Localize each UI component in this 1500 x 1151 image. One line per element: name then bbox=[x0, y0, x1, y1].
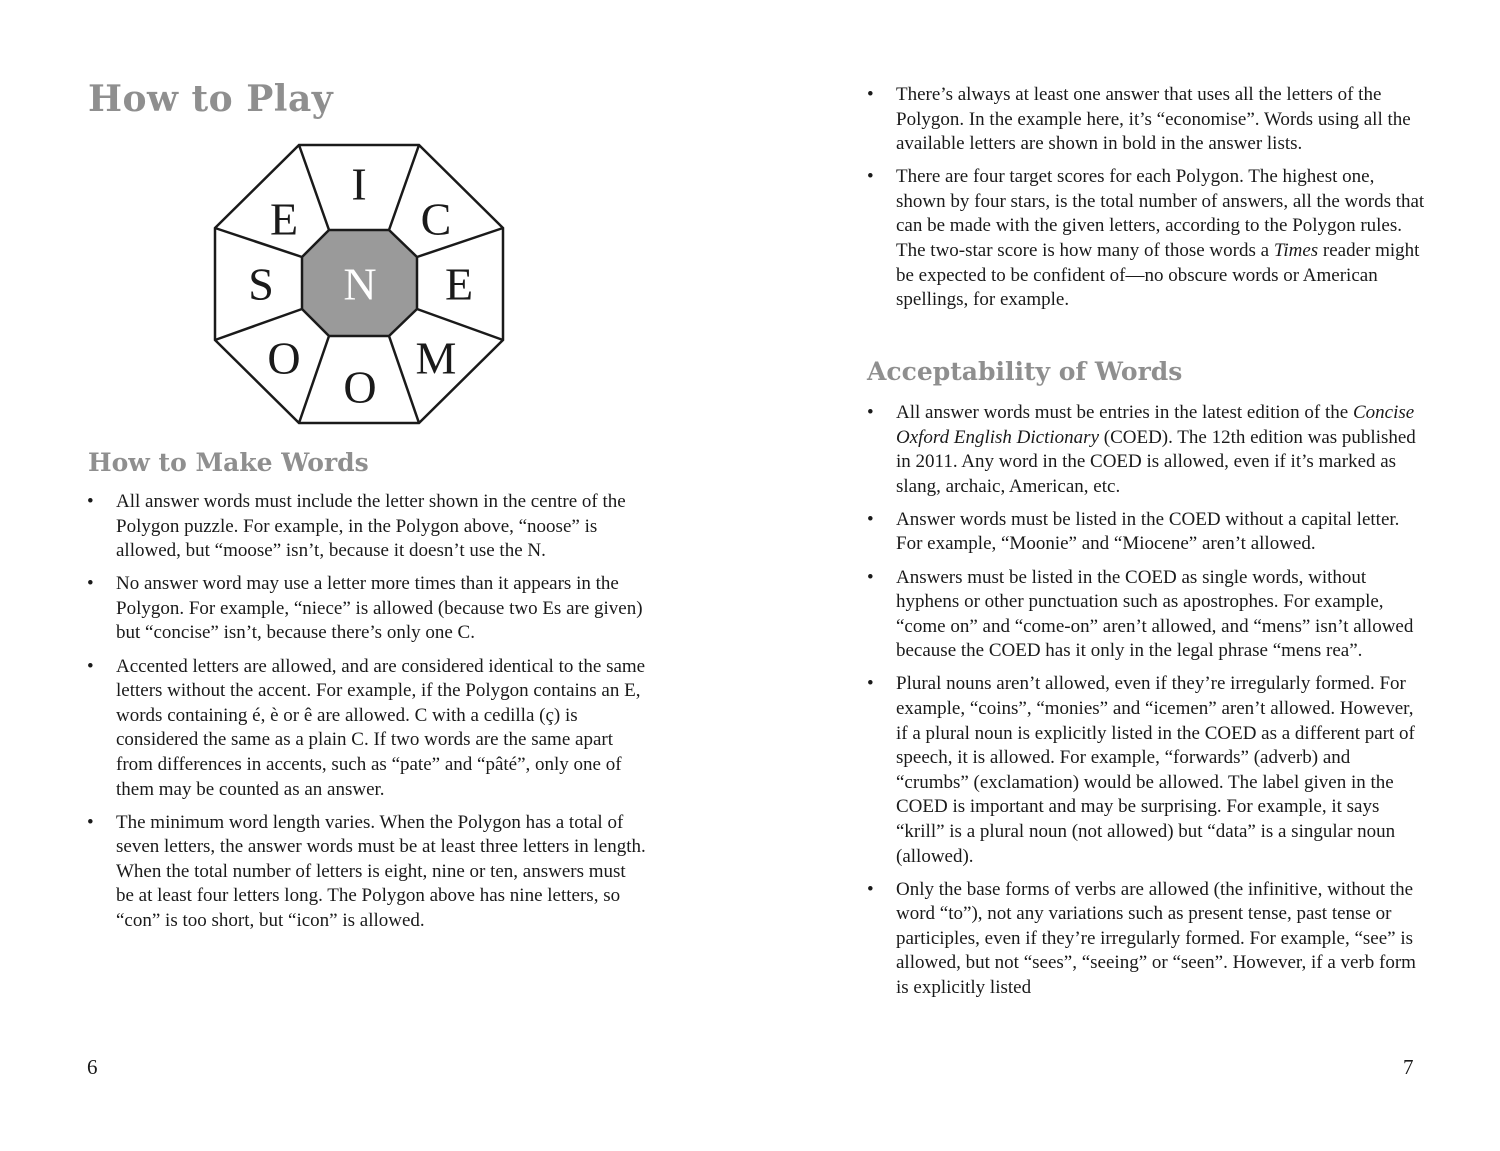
polygon-letter: O bbox=[267, 332, 301, 384]
polygon-letter: M bbox=[415, 332, 457, 384]
text-run: There are four target scores for each Polygon. The highest one, shown by four stars, is the total number of answers, all the words that can be made with the given letters, according to the Polygon rules. The two-star score is how many of those words a bbox=[896, 166, 1425, 262]
right-page bbox=[750, 0, 1500, 1151]
list-item: • All answer words must include the letter shown in the centre of the Polygon puzzle. For example, in the Polygon above, “noose” is allowed, but “moose” isn’t, because it doesn’t use the N. bbox=[87, 490, 647, 564]
polygon-letter: O bbox=[343, 361, 377, 413]
rules-list bbox=[867, 83, 1427, 321]
polygon-puzzle bbox=[212, 142, 508, 426]
list-item bbox=[867, 165, 1427, 313]
page-number: 7 bbox=[1403, 1055, 1414, 1079]
polygon-letter: S bbox=[248, 258, 274, 310]
divider-line bbox=[299, 145, 329, 230]
rules-list bbox=[867, 401, 1427, 1009]
list-item: • There’s always at least one answer that uses all the letters of the Polygon. In the example here, it’s “economise”. Words using all the available letters are shown in bold in the answer lists. bbox=[867, 83, 1427, 157]
polygon-center-letter: N bbox=[343, 258, 377, 310]
list-item: • Plural nouns aren’t allowed, even if they’re irregularly formed. For example, “coins”, “monies” and “icemen” aren’t allowed. However, if a plural noun is explicitly listed in the COED as a different part of speech, it is allowed. For example, “forwards” (adverb) and “crumbs” (exclamation) would be allowed. The label given in the COED is important and may be surprising. For example, it says “krill” is a plural noun (not allowed) but “data” is a singular noun (allowed). bbox=[867, 672, 1427, 869]
page-number: 6 bbox=[87, 1055, 98, 1079]
text-run: reader might be expected to be confident of—no obscure words or American spellings, for example. bbox=[896, 240, 1420, 311]
list-item: • The minimum word length varies. When the Polygon has a total of seven letters, the answer words must be at least three letters in length. When the total number of letters is eight, nine or ten, answers must be at least four letters long. The Polygon above has nine letters, so “con” is too short, but “icon” is allowed. bbox=[87, 811, 647, 934]
section-heading-acceptability: Acceptability of Words bbox=[867, 357, 1183, 386]
italic-text: Times bbox=[1273, 240, 1319, 262]
page-title: How to Play bbox=[88, 78, 334, 120]
section-heading-make-words: How to Make Words bbox=[88, 448, 369, 477]
rules-list bbox=[87, 490, 647, 942]
polygon-letter: C bbox=[420, 193, 452, 245]
list-item: • No answer word may use a letter more times than it appears in the Polygon. For example, “niece” is allowed (because two Es are given) but “concise” isn’t, because there’s only one C. bbox=[87, 572, 647, 646]
divider-line bbox=[389, 145, 419, 230]
list-item: • Answers must be listed in the COED as single words, without hyphens or other punctuation such as apostrophes. For example, “come on” and “come-on” aren’t allowed, and “mens” isn’t allowed because the COED has it only in the legal phrase “mens rea”. bbox=[867, 566, 1427, 664]
divider-line bbox=[389, 336, 419, 423]
polygon-letter: E bbox=[269, 193, 299, 245]
list-item bbox=[867, 401, 1427, 499]
list-item: • Only the base forms of verbs are allowed (the infinitive, without the word “to”), not any variations such as present tense, past tense or participles, even if they’re irregularly formed. For example, “see” is allowed, but not “sees”, “seeing” or “seen”. However, if a verb form is explicitly listed bbox=[867, 878, 1427, 1001]
divider-line bbox=[299, 336, 329, 423]
text-run: (COED). The 12th edition was published in 2011. Any word in the COED is allowed, even if it’s marked as slang, archaic, American, etc. bbox=[896, 426, 1416, 497]
italic-text: Concise Oxford English Dictionary bbox=[896, 402, 1415, 448]
list-item: • Answer words must be listed in the COED without a capital letter. For example, “Moonie” and “Miocene” aren’t allowed. bbox=[867, 508, 1427, 557]
text-run: All answer words must be entries in the latest edition of the bbox=[896, 402, 1353, 423]
list-item: • Accented letters are allowed, and are considered identical to the same letters without the accent. For example, if the Polygon contains an E, words containing é, è or ê are allowed. C with a cedilla (ç) is considered the same as a plain C. If two words are the same apart from differences in accents, such as “pate” and “pâté”, only one of them may be counted as an answer. bbox=[87, 655, 647, 803]
polygon-letter: I bbox=[351, 158, 367, 210]
polygon-diagram bbox=[212, 142, 508, 426]
polygon-letter: E bbox=[444, 258, 474, 310]
